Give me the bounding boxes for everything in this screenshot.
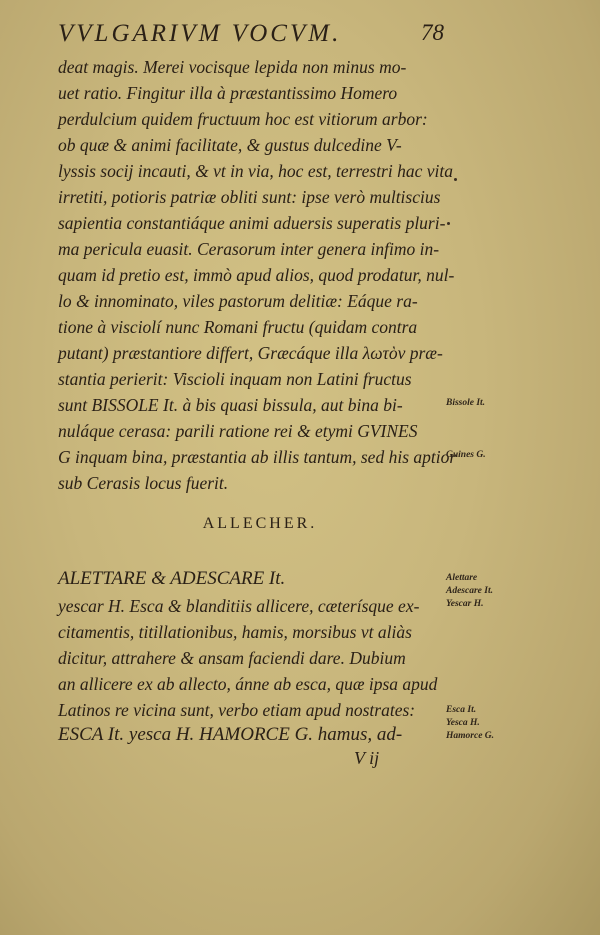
margin-note-alettare: Alettare (446, 573, 478, 583)
margin-note-yesca: Yesca H. (446, 718, 480, 728)
margin-note-bissole: Bissole It. (446, 398, 486, 408)
text-line: Latinos re vicina sunt, verbo etiam apud nostrates: (58, 700, 416, 720)
text-line: an allicere ex ab allecto, ánne ab esca, quæ ipsa apud (58, 674, 438, 694)
text-line: citamentis, titillationibus, hamis, morsibus vt aliàs (58, 622, 412, 642)
text-line: perdulcium quidem fructuum hoc est vitiorum arbor: (58, 109, 428, 129)
text-line: sapientia constantiáque animi aduersis superatis pluri- (58, 213, 446, 233)
margin-note-hamorce: Hamorce G. (446, 731, 495, 741)
text-line: nuláque cerasa: parili ratione rei & etymi GVINES (58, 421, 418, 441)
margin-note-adescare: Adescare It. (446, 586, 493, 596)
signature-mark: V ij (354, 748, 380, 768)
text-line: sub Cerasis locus fuerit. (58, 473, 229, 493)
text-line: lyssis socij incauti, & vt in via, hoc est, terrestri hac vita (58, 161, 453, 181)
margin-note-yescar: Yescar H. (446, 599, 484, 609)
ink-speck (447, 222, 450, 225)
text-line: stantia perierit: Viscioli inquam non Latini fructus (58, 369, 412, 389)
text-line: tione à visciolí nunc Romani fructu (quidam contra (58, 317, 418, 337)
text-line: uet ratio. Fingitur illa à præstantissimo Homero (58, 83, 398, 103)
entry-headword-line: ALETTARE & ADESCARE It. (58, 568, 286, 589)
text-line: lo & innominato, viles pastorum delitiæ: Eáque ra- (58, 291, 418, 311)
text-line: sunt BISSOLE It. à bis quasi bissula, aut bina bi- (58, 395, 403, 415)
text-line: deat magis. Merei vocisque lepida non minus mo- (58, 57, 407, 77)
text-line: ESCA It. yesca H. HAMORCE G. hamus, ad- (58, 724, 403, 745)
text-line: ma pericula euasit. Cerasorum inter genera infimo in- (58, 239, 440, 259)
text-line: G inquam bina, præstantia ab illis tantum, sed his aptior (58, 447, 457, 467)
text-line: quam id pretio est, immò apud alios, quod prodatur, nul- (58, 265, 455, 285)
running-title: VVLGARIVM VOCVM. (58, 20, 342, 47)
section-heading: ALLECHER. (202, 515, 318, 532)
margin-note-guines: Guines G. (446, 450, 486, 460)
margin-note-esca: Esca It. (446, 705, 477, 715)
text-line: yescar H. Esca & blanditiis allicere, cæterísque ex- (58, 596, 420, 616)
ink-speck (454, 178, 457, 181)
page-number: 78 (421, 20, 444, 45)
text-line: ob quæ & animi facilitate, & gustus dulcedine V- (58, 135, 402, 155)
text-line: irretiti, potioris patriæ obliti sunt: ipse verò multiscius (58, 187, 441, 207)
text-line: putant) præstantiore differt, Græcáque illa λωτὸν præ- (58, 343, 443, 363)
page-header (58, 20, 448, 54)
text-line: dicitur, attrahere & ansam faciendi dare. Dubium (58, 648, 406, 668)
